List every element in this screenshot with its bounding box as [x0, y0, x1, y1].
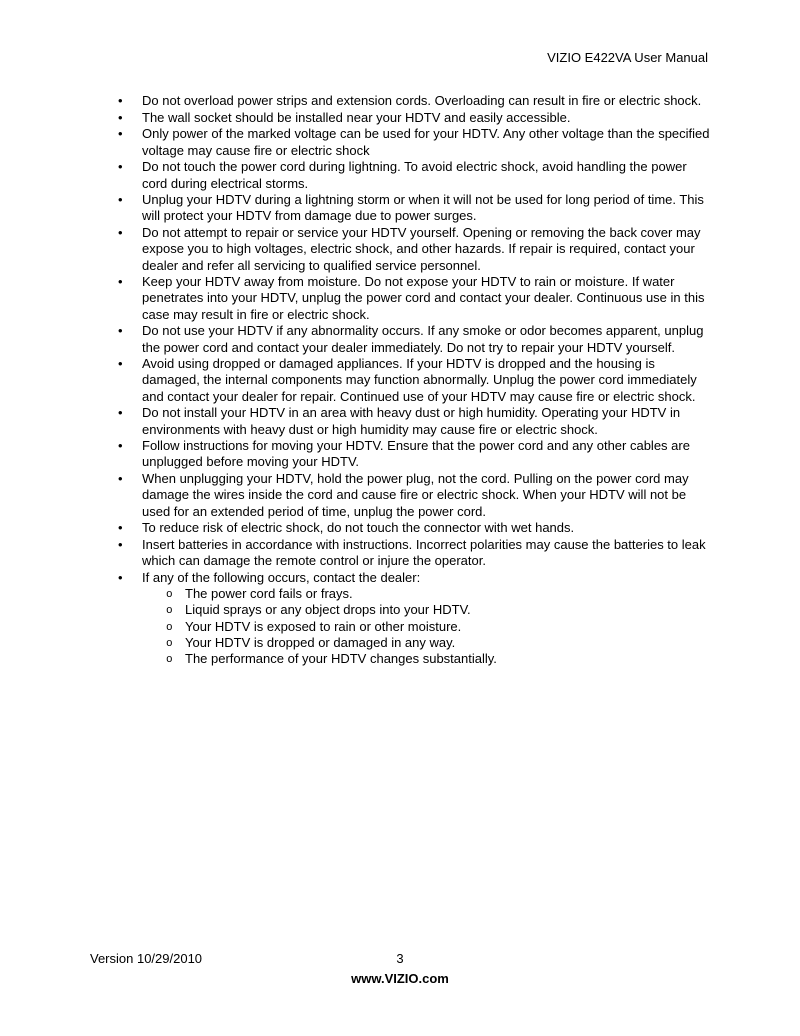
- sub-list-item-text: Liquid sprays or any object drops into your HDTV.: [185, 602, 471, 618]
- list-item: [90, 93, 710, 109]
- circle-bullet-icon: o: [166, 605, 173, 618]
- list-item-text: Do not install your HDTV in an area with heavy dust or high humidity. Operating your HDTV in environments with heavy dust or high humidity may cause fire or electric shock.: [142, 405, 681, 437]
- version-label: Version 10/29/2010: [90, 951, 203, 966]
- sub-list-item: [142, 651, 710, 667]
- bullet-icon: •: [118, 109, 123, 125]
- sub-list-item: [142, 635, 710, 651]
- page-number: 3: [396, 951, 404, 966]
- list-item-text: If any of the following occurs, contact the dealer:: [142, 569, 421, 585]
- list-item: [90, 356, 710, 405]
- list-item-text: When unplugging your HDTV, hold the power plug, not the cord. Pulling on the power cord may damage the wires inside the cord and cause fire or electric shock. When your HDTV will not be used for an extended period of time, unplug the power cord.: [142, 471, 689, 519]
- bullet-icon: •: [118, 569, 123, 585]
- website-link: www.VIZIO.com: [351, 971, 449, 986]
- bullet-icon: •: [118, 536, 123, 552]
- list-item-text: Only power of the marked voltage can be used for your HDTV. Any other voltage than the specified voltage may cause fire or electric shock: [142, 126, 710, 158]
- list-item: [90, 126, 710, 158]
- sub-list-item: [142, 619, 710, 635]
- list-item-text: Avoid using dropped or damaged appliances. If your HDTV is dropped and the housing is damaged, the internal components may function abnormally. Unplug the power cord immediately and contact your dealer for repair. Continued use of your HDTV may cause fire or electric shock.: [142, 356, 697, 404]
- list-item-text: The wall socket should be installed near your HDTV and easily accessible.: [142, 109, 571, 125]
- bullet-icon: •: [118, 356, 123, 372]
- sub-list-item-text: The performance of your HDTV changes substantially.: [185, 650, 497, 666]
- list-item-text: Do not overload power strips and extension cords. Overloading can result in fire or electric shock.: [142, 93, 702, 108]
- circle-bullet-icon: o: [166, 653, 173, 666]
- list-item: [90, 159, 710, 191]
- bullet-icon: •: [118, 323, 123, 339]
- list-item-text: Insert batteries in accordance with instructions. Incorrect polarities may cause the batteries to leak which can damage the remote control or injure the operator.: [142, 536, 706, 569]
- bullet-icon: •: [118, 159, 123, 175]
- sub-list-item-text: The power cord fails or frays.: [185, 586, 353, 602]
- safety-bullet-list: [90, 93, 710, 667]
- list-item: [90, 110, 710, 126]
- list-item: [90, 274, 710, 323]
- circle-bullet-icon: o: [166, 621, 173, 634]
- dealer-conditions-sublist: [142, 586, 710, 667]
- sub-list-item: [142, 586, 710, 602]
- list-item-text: Keep your HDTV away from moisture. Do not expose your HDTV to rain or moisture. If water penetrates into your HDTV, unplug the power cord and contact your dealer. Continuous use in this case may result in fire or electric shock.: [142, 274, 705, 322]
- list-item: [90, 405, 710, 437]
- list-item-text: Do not use your HDTV if any abnormality occurs. If any smoke or odor becomes apparent, unplug the power cord and contact your dealer immediately. Do not try to repair your HDTV yourself.: [142, 323, 704, 355]
- page-body: [90, 93, 710, 668]
- sub-list-item-text: Your HDTV is exposed to rain or other moisture.: [185, 618, 462, 634]
- bullet-icon: •: [118, 225, 123, 241]
- sub-list-item-text: Your HDTV is dropped or damaged in any way.: [185, 634, 456, 650]
- bullet-icon: •: [118, 192, 123, 208]
- bullet-icon: •: [118, 93, 123, 108]
- bullet-icon: •: [118, 274, 123, 290]
- list-item: [90, 471, 710, 520]
- header-title: VIZIO E422VA User Manual: [547, 50, 708, 65]
- list-item-text: Follow instructions for moving your HDTV. Ensure that the power cord and any other cables are unplugged before moving your HDTV.: [142, 438, 690, 470]
- list-item: [90, 537, 710, 569]
- list-item: [90, 570, 710, 667]
- page-header: [90, 50, 708, 66]
- circle-bullet-icon: o: [166, 637, 173, 650]
- list-item: [90, 192, 710, 224]
- circle-bullet-icon: o: [166, 589, 173, 602]
- list-item: [90, 225, 710, 274]
- page-footer: [90, 951, 710, 1001]
- list-item-text: Unplug your HDTV during a lightning storm or when it will not be used for long period of time. This will protect your HDTV from damage due to power surges.: [142, 192, 704, 224]
- list-item-text: Do not touch the power cord during lightning. To avoid electric shock, avoid handling the power cord during electrical storms.: [142, 159, 687, 191]
- bullet-icon: •: [118, 405, 123, 421]
- list-item: [90, 520, 710, 536]
- bullet-icon: •: [118, 471, 123, 487]
- list-item-text: To reduce risk of electric shock, do not touch the connector with wet hands.: [142, 520, 575, 536]
- bullet-icon: •: [118, 520, 123, 536]
- list-item-text: Do not attempt to repair or service your HDTV yourself. Opening or removing the back cover may expose you to high voltages, electric shock, and other hazards. If repair is required, contact your dealer and refer all servicing to qualified service personnel.: [142, 225, 701, 273]
- list-item: [90, 323, 710, 355]
- bullet-icon: •: [118, 126, 123, 142]
- bullet-icon: •: [118, 438, 123, 454]
- list-item: [90, 438, 710, 470]
- sub-list-item: [142, 602, 710, 618]
